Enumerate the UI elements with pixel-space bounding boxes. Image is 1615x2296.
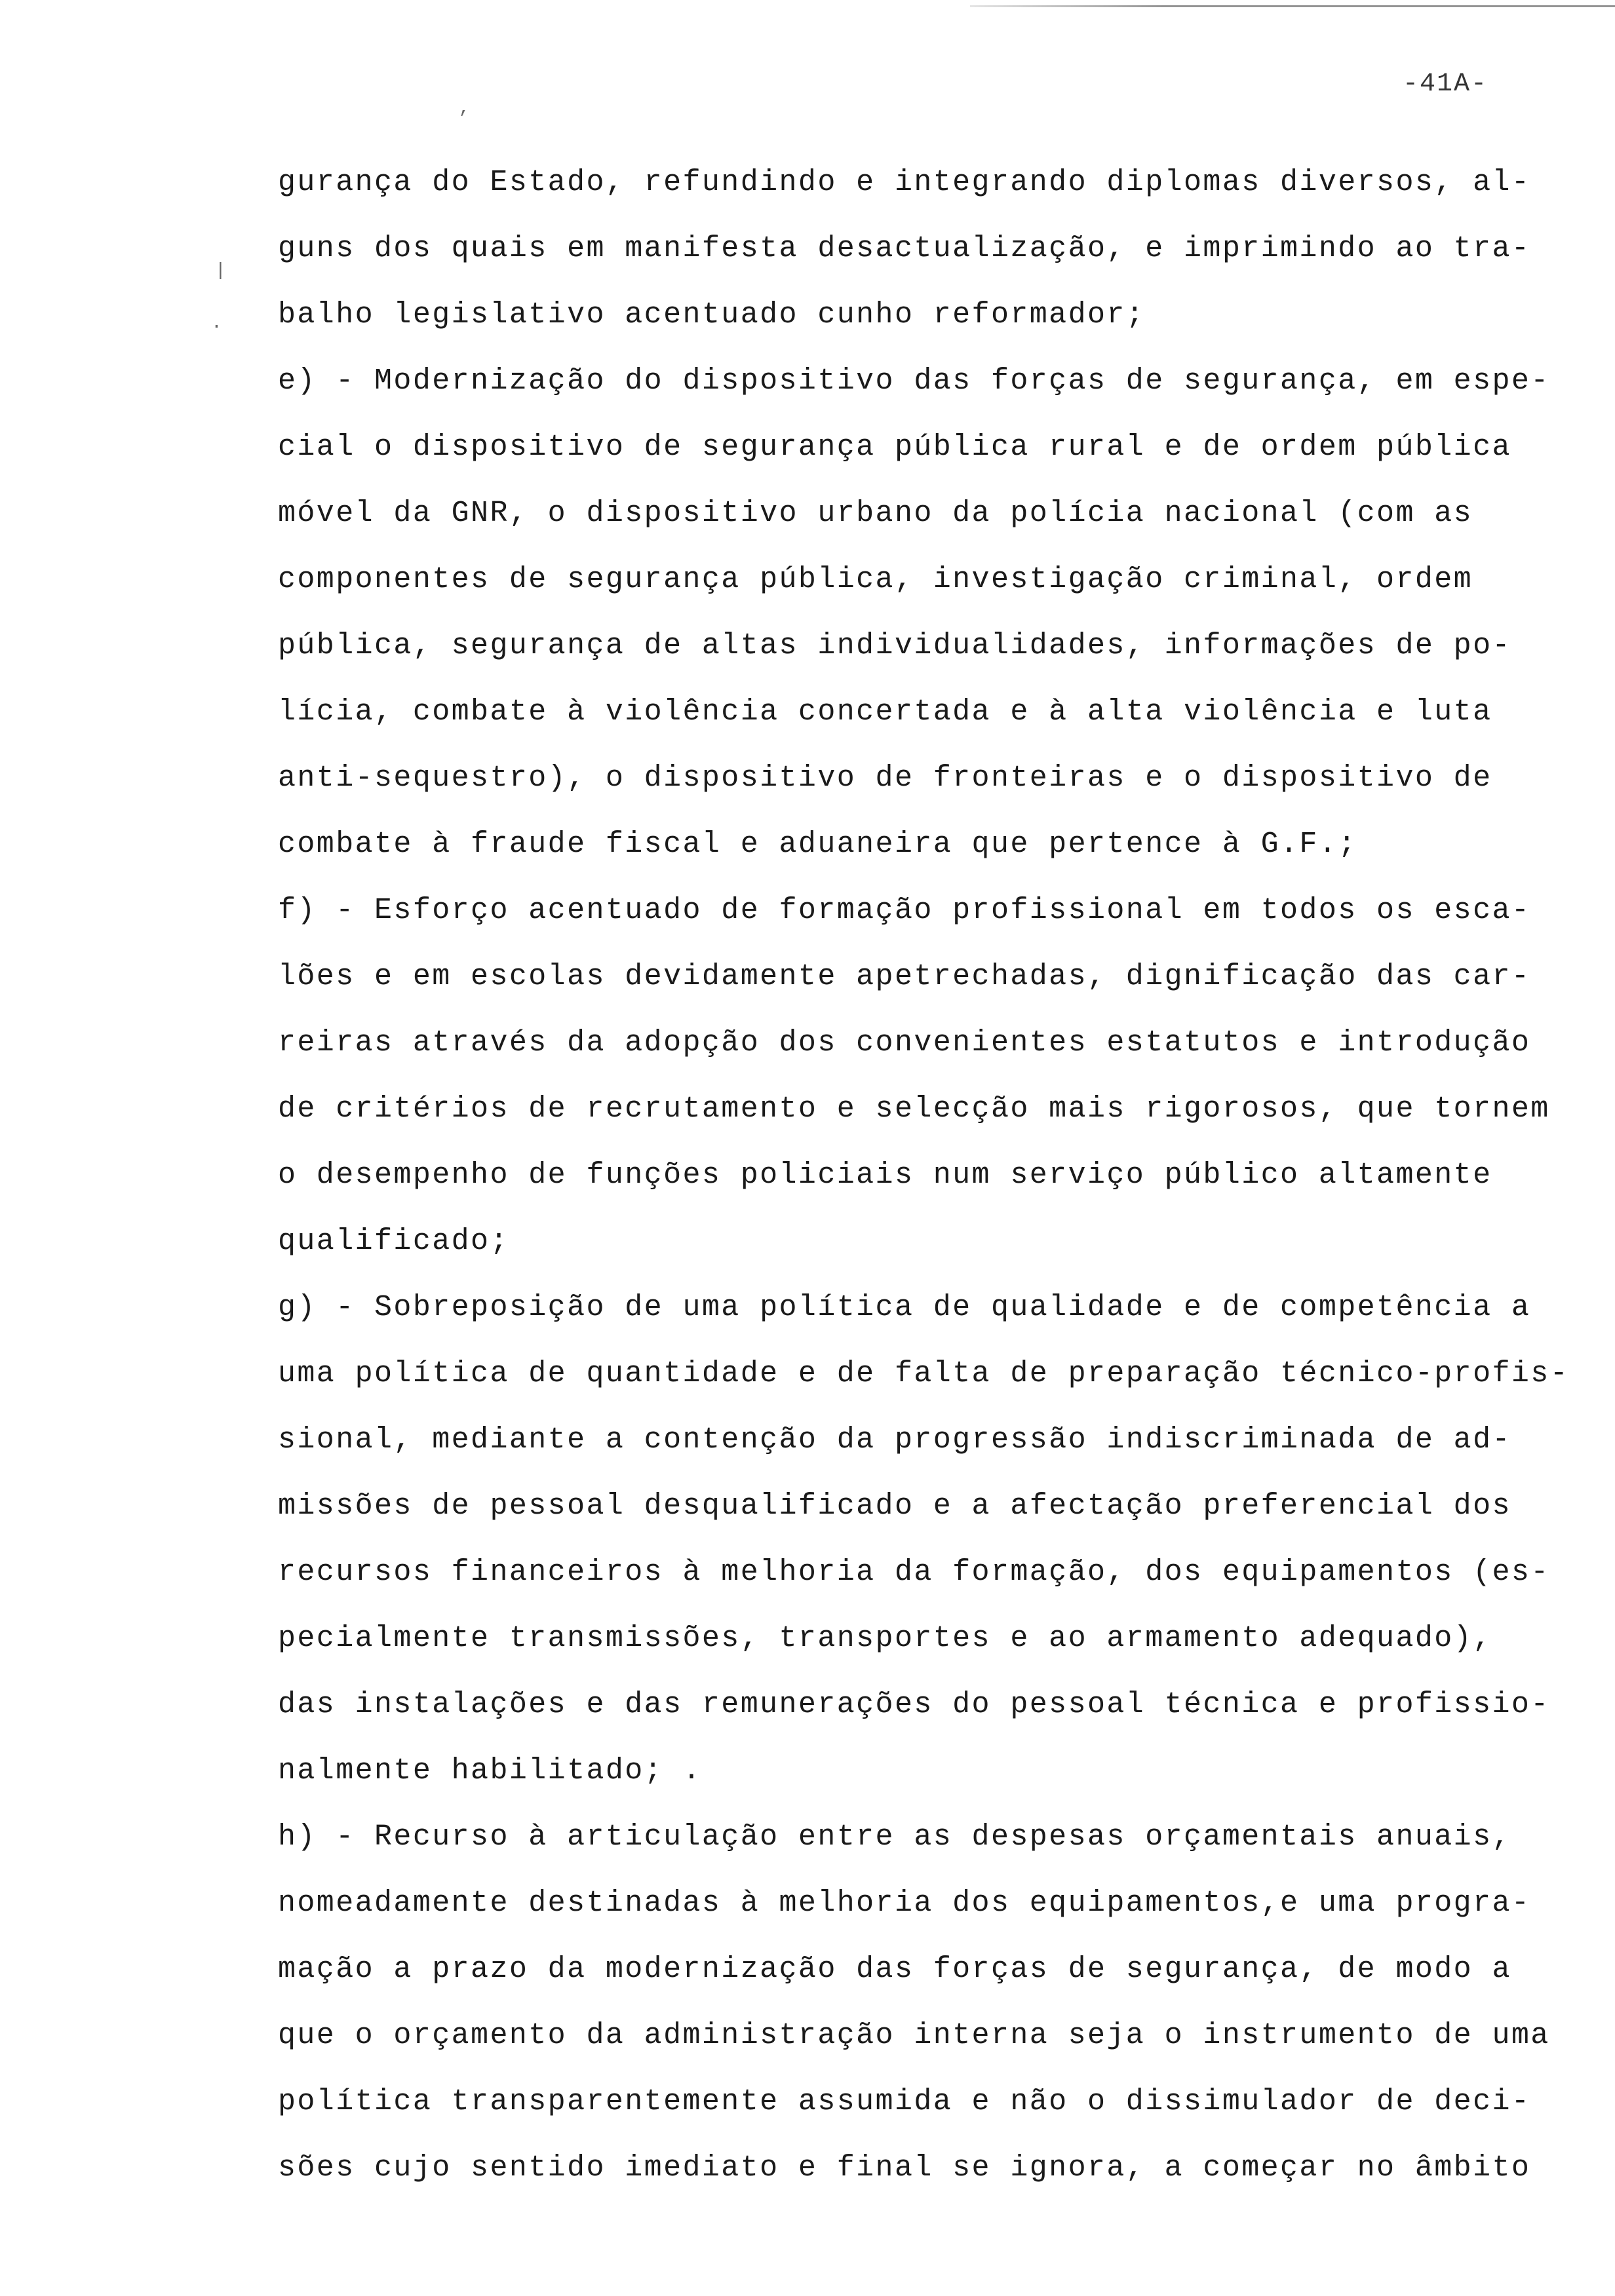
scan-speck: | bbox=[215, 261, 226, 281]
text-line: móvel da GNR, o dispositivo urbano da polícia nacional (com as bbox=[278, 497, 1473, 530]
scan-speck: . bbox=[211, 313, 222, 334]
scan-speck: , bbox=[459, 98, 470, 119]
text-line: reiras através da adopção dos convenientes estatutos e introdução bbox=[278, 1026, 1531, 1060]
text-line: e) - Modernização do dispositivo das forças de segurança, em espe- bbox=[278, 364, 1550, 398]
text-line: política transparentemente assumida e não o dissimulador de deci- bbox=[278, 2085, 1531, 2118]
text-line: componentes de segurança pública, investigação criminal, ordem bbox=[278, 563, 1473, 596]
text-line: nalmente habilitado; . bbox=[278, 1754, 702, 1788]
text-line: guns dos quais em manifesta desactualização, e imprimindo ao tra- bbox=[278, 232, 1531, 265]
text-line: uma política de quantidade e de falta de preparação técnico-profis- bbox=[278, 1357, 1570, 1390]
text-line: qualificado; bbox=[278, 1225, 509, 1258]
text-line: pecialmente transmissões, transportes e ao armamento adequado), bbox=[278, 1622, 1492, 1655]
text-line: o desempenho de funções policiais num serviço público altamente bbox=[278, 1158, 1492, 1192]
text-line: nomeadamente destinadas à melhoria dos equipamentos,e uma progra- bbox=[278, 1886, 1531, 1920]
text-line: cial o dispositivo de segurança pública rural e de ordem pública bbox=[278, 430, 1511, 464]
text-line: recursos financeiros à melhoria da formação, dos equipamentos (es- bbox=[278, 1556, 1550, 1589]
text-line: lões e em escolas devidamente apetrechadas, dignificação das car- bbox=[278, 960, 1531, 993]
text-line: sional, mediante a contenção da progressão indiscriminada de ad- bbox=[278, 1423, 1511, 1457]
page-number: -41A- bbox=[1403, 69, 1489, 99]
text-line: h) - Recurso à articulação entre as despesas orçamentais anuais, bbox=[278, 1820, 1511, 1854]
text-line: lícia, combate à violência concertada e à alta violência e luta bbox=[278, 695, 1492, 729]
text-line: das instalações e das remunerações do pessoal técnica e profissio- bbox=[278, 1688, 1550, 1721]
text-line: de critérios de recrutamento e selecção mais rigorosos, que tornem bbox=[278, 1092, 1550, 1126]
text-line: missões de pessoal desqualificado e a afectação preferencial dos bbox=[278, 1489, 1511, 1523]
text-line: g) - Sobreposição de uma política de qualidade e de competência a bbox=[278, 1291, 1531, 1324]
text-line: mação a prazo da modernização das forças de segurança, de modo a bbox=[278, 1953, 1511, 1986]
text-line: pública, segurança de altas individualidades, informações de po- bbox=[278, 629, 1511, 662]
scan-top-rule bbox=[970, 5, 1615, 7]
text-line: balho legislativo acentuado cunho reformador; bbox=[278, 298, 1146, 332]
text-line: gurança do Estado, refundindo e integrando diplomas diversos, al- bbox=[278, 166, 1531, 199]
body-text bbox=[278, 149, 1595, 2201]
text-line: sões cujo sentido imediato e final se ignora, a começar no âmbito bbox=[278, 2151, 1531, 2185]
text-line: que o orçamento da administração interna seja o instrumento de uma bbox=[278, 2019, 1550, 2052]
text-line: combate à fraude fiscal e aduaneira que pertence à G.F.; bbox=[278, 828, 1357, 861]
text-line: f) - Esforço acentuado de formação profissional em todos os esca- bbox=[278, 894, 1531, 927]
text-line: anti-sequestro), o dispositivo de fronteiras e o dispositivo de bbox=[278, 761, 1492, 795]
